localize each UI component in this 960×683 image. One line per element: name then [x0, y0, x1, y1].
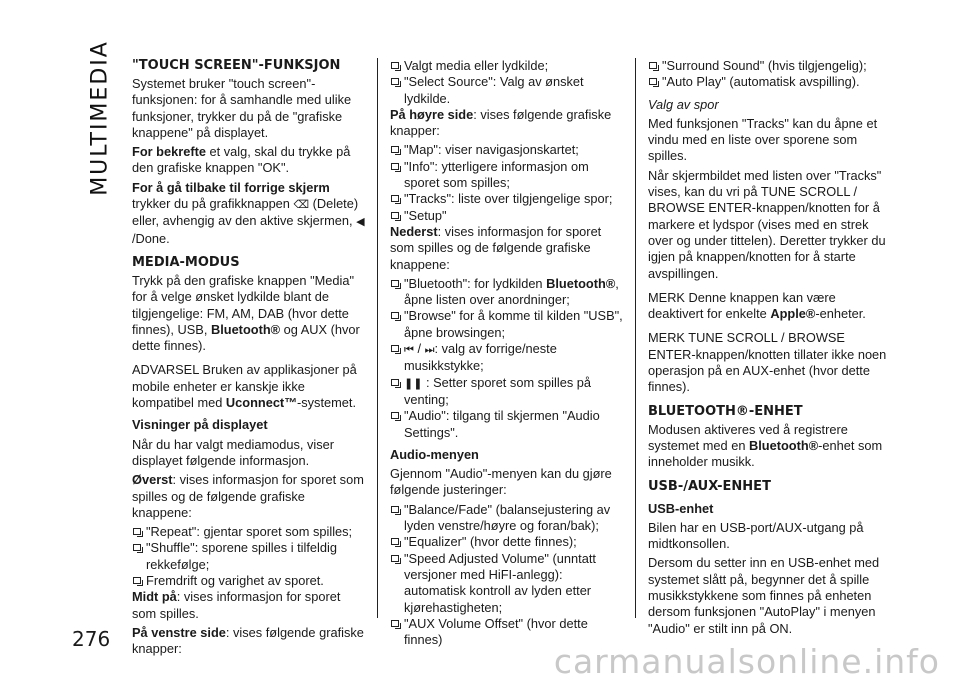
warning-paragraph: ADVARSEL Bruken av applikasjoner på mobile enheter er kanskje ikke kompatibel med Uconnect™-systemet. [132, 362, 357, 411]
bullet-icon [391, 620, 399, 627]
bullet-icon [391, 312, 399, 319]
bullet-icon [391, 506, 399, 513]
paragraph: Med funksjonen "Tracks" kan du åpne et vindu med en liste over sporene som spilles. [648, 115, 878, 164]
paragraph: Systemet bruker "touch screen"-funksjonen: for å samhandle med ulike funksjoner, trykker du på de "grafiske knappene" på displayet. [132, 76, 352, 140]
previous-track-icon: ⏮ [404, 344, 414, 357]
heading-bluetooth-device: BLUETOOTH®-ENHET [648, 403, 803, 419]
bullet-icon [133, 544, 141, 551]
paragraph: Bilen har en USB-port/AUX-utgang på midtkonsollen. [648, 519, 864, 552]
list-item: "Bluetooth": for lydkilden Bluetooth®, åpne listen over anordninger; [390, 276, 626, 309]
paragraph: På venstre side: vises følgende grafiske knapper: [132, 624, 364, 657]
bullet-icon [133, 577, 141, 584]
paragraph: På høyre side: vises følgende grafiske knapper: [390, 106, 612, 139]
bullet-icon [391, 280, 399, 287]
paragraph: Når skjermbildet med listen over "Tracks" vises, kan du vri på TUNE SCROLL / BROWSE ENTER-knappen/knotten for å markere et lydspor (vises med en strek over og under tittelen). Deretter trykker du igjen på knappen/knotten for å starte avspillingen. [648, 167, 886, 281]
bullet-icon [391, 62, 399, 69]
list-item: Fremdrift og varighet av sporet. [132, 573, 368, 589]
bullet-icon [649, 78, 657, 85]
column-2 [390, 58, 626, 648]
note-paragraph: MERK TUNE SCROLL / BROWSE ENTER-knappen/knotten tillater ikke noen operasjon på en AUX-enhet (hvor dette finnes). [648, 330, 887, 395]
section-title: MULTIMEDIA [87, 40, 113, 196]
paragraph: For å gå tilbake til forrige skjerm trykker du på grafikknappen ⌫ (Delete) eller, avhengig av den aktive skjermen, ◀ /Done. [132, 179, 365, 246]
bullet-icon [391, 195, 399, 202]
list-item: "Select Source": Valg av ønsket lydkilde. [390, 74, 626, 107]
bullet-icon [133, 528, 141, 535]
column-3 [648, 58, 888, 640]
watermark: carmanualsonline.info [553, 642, 940, 681]
column-divider-1 [377, 58, 378, 618]
bullet-icon [391, 345, 399, 352]
subheading-display: Visninger på displayet [132, 417, 268, 433]
column-divider-2 [635, 58, 636, 618]
subheading-audio-menu: Audio-menyen [390, 446, 479, 462]
bullet-icon [391, 412, 399, 419]
page-number: 276 [72, 627, 111, 651]
list-item: "Auto Play" (automatisk avspilling). [648, 74, 888, 90]
paragraph: Når du har valgt mediamodus, viser displayet følgende informasjon. [132, 436, 334, 468]
list-item: "Info": ytterligere informasjon om sporet som spilles; [390, 159, 626, 192]
delete-icon: ⌫ [293, 199, 310, 212]
list-item: "Browse" for å komme til kilden "USB", åpne browsingen; [390, 308, 626, 341]
subheading-track-selection: Valg av spor [648, 96, 719, 112]
paragraph: Øverst: vises informasjon for sporet som spilles og de følgende grafiske knappene: [132, 472, 364, 520]
paragraph: Gjennom "Audio"-menyen kan du gjøre følgende justeringer: [390, 466, 612, 498]
paragraph: Nederst: vises informasjon for sporet som spilles og de følgende grafiske knappene: [390, 223, 602, 272]
bullet-icon [649, 62, 657, 69]
bullet-icon [391, 555, 399, 562]
list-item: "Audio": tilgang til skjermen "Audio Settings". [390, 408, 626, 441]
list-item: "Speed Adjusted Volume" (unntatt versjoner med HiFI-anlegg): automatisk kontroll av lyden etter kjørehastigheten; [390, 551, 626, 616]
paragraph: Midt på: vises informasjon for sporet som spilles. [132, 589, 341, 621]
paragraph: Dersom du setter inn en USB-enhet med systemet slått på, begynner det å spille musikkstykkene som finnes på enheten dersom funksjonen "AutoPlay" i menyen "Audio" er stilt inn på ON. [648, 555, 880, 636]
back-arrow-icon: ◀ [356, 216, 365, 229]
list-item: ❚❚ : Setter sporet som spilles på venting; [390, 375, 626, 409]
bullet-icon [391, 146, 399, 153]
pause-icon: ❚❚ [404, 377, 423, 390]
list-item: "Repeat": gjentar sporet som spilles; [132, 524, 368, 540]
list-item: ⏮ / ⏭: valg av forrige/neste musikkstykke; [390, 341, 626, 375]
column-1 [132, 58, 368, 661]
list-item: Valgt media eller lydkilde; [390, 58, 626, 74]
list-item: "AUX Volume Offset" (hvor dette finnes) [390, 616, 626, 649]
list-item: "Setup" [390, 208, 626, 224]
list-item: "Shuffle": sporene spilles i tilfeldig rekkefølge; [132, 540, 368, 573]
heading-touch-screen: "TOUCH SCREEN"-FUNKSJON [132, 58, 341, 73]
paragraph: For bekrefte et valg, skal du trykke på den grafiske knappen "OK". [132, 144, 351, 176]
list-item: "Balance/Fade" (balansejustering av lyden venstre/høyre og foran/bak); [390, 502, 626, 535]
bullet-icon [391, 538, 399, 545]
heading-usb-aux-device: USB-/AUX-ENHET [648, 478, 771, 494]
list-item: "Equalizer" (hvor dette finnes); [390, 534, 626, 550]
bullet-icon [391, 379, 399, 386]
list-item: "Surround Sound" (hvis tilgjengelig); [648, 58, 888, 74]
bullet-icon [391, 78, 399, 85]
list-item: "Map": viser navigasjonskartet; [390, 142, 626, 158]
next-track-icon: ⏭ [424, 344, 435, 357]
paragraph: Modusen aktiveres ved å registrere systemet med en Bluetooth®-enhet som inneholder musikk. [648, 421, 883, 470]
list-item: "Tracks": liste over tilgjengelige spor; [390, 191, 626, 207]
paragraph: Trykk på den grafiske knappen "Media" for å velge ønsket lydkilde blant de tilgjengelige: FM, AM, DAB (hvor dette finnes), USB, Bluetooth® og AUX (hvor dette finnes). [132, 272, 360, 354]
bullet-icon [391, 163, 399, 170]
subheading-usb-device: USB-enhet [648, 500, 714, 516]
heading-media-mode: MEDIA-MODUS [132, 254, 240, 270]
note-paragraph: MERK Denne knappen kan være deaktivert for enkelte Apple®-enheter. [648, 289, 866, 322]
bullet-icon [391, 212, 399, 219]
